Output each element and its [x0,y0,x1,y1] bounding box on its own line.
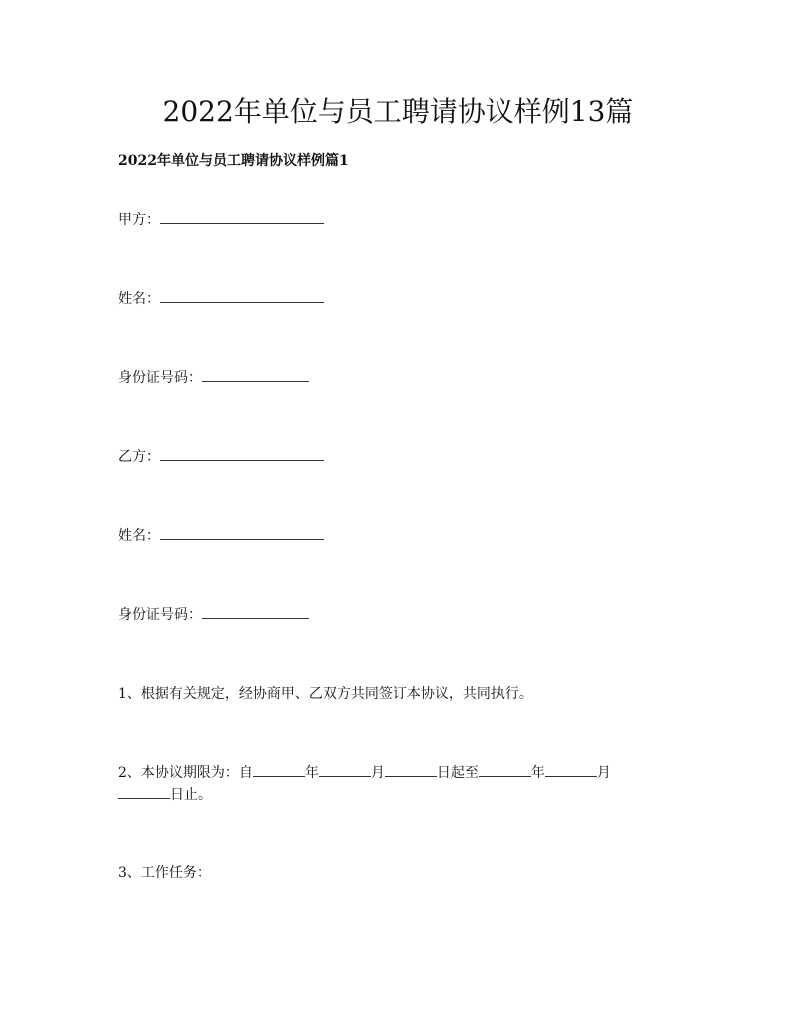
party-a-id-line [118,367,309,389]
clause-2-month-1: 月 [370,765,385,781]
party-a-line [118,209,324,231]
party-a-name-label: 姓名： [118,291,160,307]
end-year-blank [479,762,531,777]
party-b-name-blank [160,525,324,540]
clause-2-end: 日止。 [170,787,212,803]
clause-1: 1、根据有关规定，经协商甲、乙双方共同签订本协议，共同执行。 [118,686,533,702]
party-a-name-line [118,288,324,310]
clause-3: 3、工作任务： [118,865,211,881]
clause-2-year-1: 年 [304,765,319,781]
party-a-id-blank [202,367,309,382]
party-b-id-label: 身份证号码： [118,607,202,623]
party-b-line [118,446,324,468]
clause-2-day-from: 日起至 [436,765,479,781]
party-a-name-blank [160,288,324,303]
party-b-id-blank [202,604,309,619]
party-b-blank [160,446,324,461]
start-month-blank [319,762,371,777]
end-month-blank [545,762,597,777]
party-a-label: 甲方： [118,212,160,228]
clause-2-year-2: 年 [530,765,545,781]
party-b-label: 乙方： [118,449,160,465]
start-year-blank [253,762,305,777]
end-day-blank [118,784,170,799]
start-day-blank [385,762,437,777]
party-a-id-label: 身份证号码： [118,370,202,386]
party-b-name-line [118,525,324,547]
party-a-blank [160,209,324,224]
section-heading: 2022年单位与员工聘请协议样例篇1 [118,153,349,169]
clause-2-month-2: 月 [596,765,611,781]
clause-2 [118,762,678,806]
party-b-id-line [118,604,309,626]
clause-2-prefix: 2、本协议期限为：自 [118,765,253,781]
party-b-name-label: 姓名： [118,528,160,544]
document-title: 2022年单位与员工聘请协议样例13篇 [162,95,634,128]
